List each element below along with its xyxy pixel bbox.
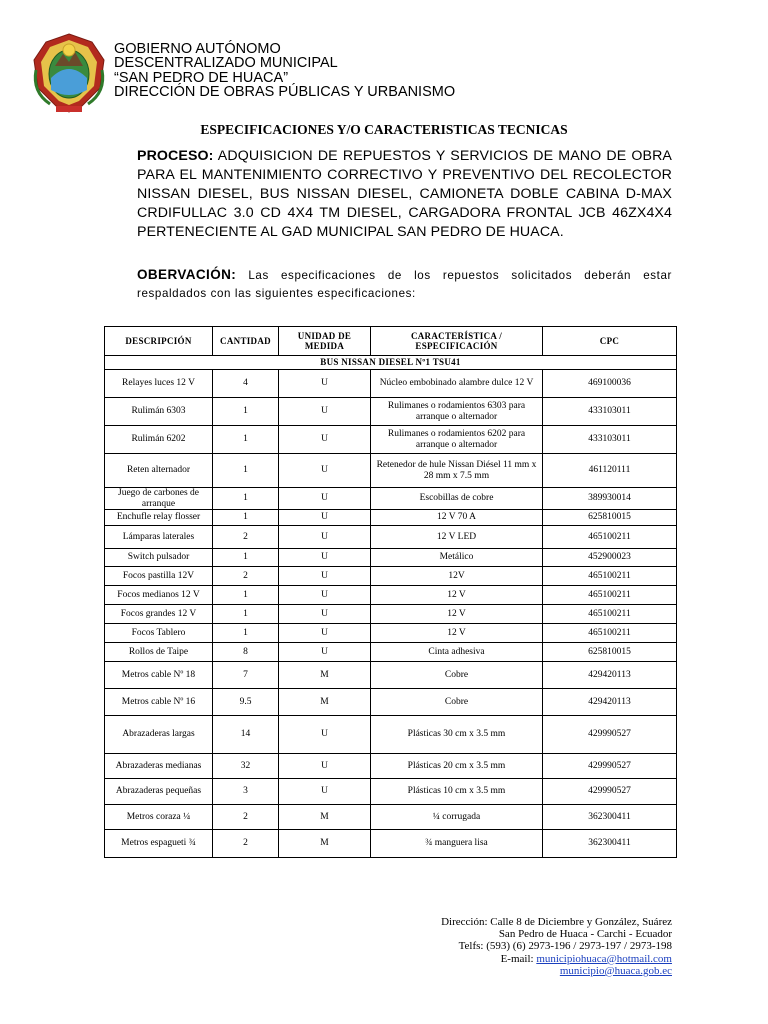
email-link-hotmail[interactable]: municipiohuaca@hotmail.com (536, 952, 672, 965)
cell-unidad: U (279, 779, 371, 805)
cell-cantidad: 1 (213, 605, 279, 624)
cell-caracteristica: 12 V (371, 624, 543, 643)
cell-descripcion: Reten alternador (105, 454, 213, 488)
proceso-paragraph (137, 147, 672, 242)
table-row (105, 370, 677, 398)
cell-cantidad: 4 (213, 370, 279, 398)
observacion-text: Las especificaciones de los repuestos solicitados deberán estar respaldados con las siguientes especificaciones: (137, 269, 672, 300)
cell-descripcion: Switch pulsador (105, 549, 213, 567)
cell-cantidad: 9.5 (213, 689, 279, 716)
cell-unidad: U (279, 454, 371, 488)
table-row (105, 716, 677, 754)
cell-descripcion: Metros espagueti ¾ (105, 830, 213, 858)
cell-cpc: 465100211 (543, 605, 677, 624)
cell-caracteristica: Plásticas 30 cm x 3.5 mm (371, 716, 543, 754)
cell-caracteristica: Plásticas 20 cm x 3.5 mm (371, 754, 543, 779)
cell-cpc: 433103011 (543, 398, 677, 426)
footer-contact (441, 916, 672, 977)
cell-cantidad: 32 (213, 754, 279, 779)
cell-caracteristica: 12 V 70 A (371, 510, 543, 526)
cell-cantidad: 1 (213, 586, 279, 605)
table-row (105, 510, 677, 526)
cell-caracteristica: Núcleo embobinado alambre dulce 12 V (371, 370, 543, 398)
table-row (105, 488, 677, 510)
cell-unidad: U (279, 510, 371, 526)
cell-unidad: U (279, 586, 371, 605)
cell-caracteristica: Escobillas de cobre (371, 488, 543, 510)
cell-cpc: 465100211 (543, 526, 677, 549)
footer-email-label: E-mail: (500, 952, 537, 965)
cell-caracteristica: Plásticas 10 cm x 3.5 mm (371, 779, 543, 805)
cell-cpc: 625810015 (543, 510, 677, 526)
municipal-crest-icon (30, 30, 108, 114)
cell-caracteristica: Cinta adhesiva (371, 643, 543, 662)
header-unidad: UNIDAD DE MEDIDA (279, 327, 371, 356)
cell-cantidad: 8 (213, 643, 279, 662)
section-row (105, 356, 677, 370)
cell-caracteristica: 12V (371, 567, 543, 586)
cell-descripcion: Metros cable Nº 16 (105, 689, 213, 716)
table-row (105, 398, 677, 426)
cell-unidad: U (279, 716, 371, 754)
cell-cantidad: 2 (213, 830, 279, 858)
header-line-3: “SAN PEDRO DE HUACA” (114, 69, 289, 86)
table-row (105, 662, 677, 689)
table-row (105, 605, 677, 624)
cell-descripcion: Abrazaderas pequeñas (105, 779, 213, 805)
cell-cantidad: 2 (213, 526, 279, 549)
table-row (105, 643, 677, 662)
table-row (105, 624, 677, 643)
cell-cantidad: 14 (213, 716, 279, 754)
cell-cpc: 465100211 (543, 567, 677, 586)
cell-cpc: 389930014 (543, 488, 677, 510)
cell-unidad: U (279, 624, 371, 643)
cell-unidad: M (279, 805, 371, 830)
document-title: ESPECIFICACIONES Y/O CARACTERISTICAS TECNICAS (200, 122, 568, 137)
footer-phones: Telfs: (593) (6) 2973-196 / 2973-197 / 2973-198 (458, 940, 672, 953)
section-title: BUS NISSAN DIESEL Nº1 TSU41 (105, 356, 677, 370)
cell-cpc: 465100211 (543, 624, 677, 643)
cell-unidad: U (279, 488, 371, 510)
cell-unidad: U (279, 526, 371, 549)
cell-cpc: 465100211 (543, 586, 677, 605)
header-line-4: DIRECCIÓN DE OBRAS PÚBLICAS Y URBANISMO (114, 84, 456, 101)
cell-cpc: 362300411 (543, 805, 677, 830)
observacion-paragraph (137, 266, 672, 303)
cell-cantidad: 7 (213, 662, 279, 689)
email-link-gob[interactable]: municipio@huaca.gob.ec (559, 964, 672, 977)
header-descripcion: DESCRIPCIÓN (105, 327, 213, 356)
cell-cantidad: 1 (213, 454, 279, 488)
institution-name (114, 42, 455, 100)
cell-cantidad: 1 (213, 510, 279, 526)
cell-unidad: U (279, 426, 371, 454)
cell-cantidad: 1 (213, 549, 279, 567)
header-line-1: GOBIERNO AUTÓNOMO (114, 41, 281, 57)
table-row (105, 586, 677, 605)
cell-unidad: M (279, 830, 371, 858)
cell-cpc: 433103011 (543, 426, 677, 454)
table-header-row (105, 327, 677, 356)
cell-caracteristica: Metálico (371, 549, 543, 567)
cell-cpc: 461120111 (543, 454, 677, 488)
cell-cpc: 429990527 (543, 779, 677, 805)
cell-unidad: U (279, 605, 371, 624)
header-cantidad: CANTIDAD (213, 327, 279, 356)
cell-cpc: 452900023 (543, 549, 677, 567)
cell-descripcion: Rulimán 6303 (105, 398, 213, 426)
footer-address: Dirección: Calle 8 de Diciembre y González, Suárez (441, 916, 672, 928)
cell-descripcion: Abrazaderas largas (105, 716, 213, 754)
header-line-2: DESCENTRALIZADO MUNICIPAL (114, 55, 338, 72)
cell-cantidad: 3 (213, 779, 279, 805)
cell-descripcion: Rollos de Taipe (105, 643, 213, 662)
proceso-text: ADQUISICION DE REPUESTOS Y SERVICIOS DE MANO DE OBRA PARA EL MANTENIMIENTO CORRECTIVO Y PREVENTIVO DEL RECOLECTOR NISSAN DIESEL, BUS NISSAN DIESEL, CAMIONETA DOBLE CABINA D-MAX CRDIFULLAC 3.0 CD 4X4 TM DIESEL, CARGADORA FRONTAL JCB 46ZX4X4 PERTENECIENTE AL GAD MUNICIPAL SAN PEDRO DE HUACA. (137, 148, 672, 240)
cell-caracteristica: Cobre (371, 689, 543, 716)
header-caracteristica: CARACTERÍSTICA / ESPECIFICACIÓN (371, 327, 543, 356)
cell-descripcion: Juego de carbones de arranque (105, 488, 213, 510)
cell-unidad: U (279, 398, 371, 426)
footer-city: San Pedro de Huaca - Carchi - Ecuador (498, 928, 672, 941)
letterhead (30, 30, 730, 110)
cell-descripcion: Enchufle relay flosser (105, 510, 213, 526)
cell-cpc: 625810015 (543, 643, 677, 662)
cell-descripcion: Metros cable Nº 18 (105, 662, 213, 689)
cell-caracteristica: Retenedor de hule Nissan Diésel 11 mm x 28 mm x 7.5 mm (371, 454, 543, 488)
observacion-label: OBERVACIÓN: (137, 267, 237, 282)
table-row (105, 779, 677, 805)
cell-caracteristica: Cobre (371, 662, 543, 689)
cell-descripcion: Abrazaderas medianas (105, 754, 213, 779)
table-row (105, 754, 677, 779)
table-row (105, 426, 677, 454)
specifications-table (104, 326, 677, 858)
table-row (105, 549, 677, 567)
cell-caracteristica: 12 V LED (371, 526, 543, 549)
cell-unidad: U (279, 643, 371, 662)
cell-cpc: 469100036 (543, 370, 677, 398)
cell-descripcion: Focos medianos 12 V (105, 586, 213, 605)
cell-cpc: 429990527 (543, 716, 677, 754)
table-row (105, 454, 677, 488)
footer-email-line (441, 953, 672, 965)
cell-cpc: 362300411 (543, 830, 677, 858)
cell-descripcion: Focos grandes 12 V (105, 605, 213, 624)
table-row (105, 526, 677, 549)
cell-unidad: U (279, 549, 371, 567)
cell-cantidad: 2 (213, 567, 279, 586)
cell-descripcion: Metros coraza ¼ (105, 805, 213, 830)
cell-caracteristica: ¾ manguera lisa (371, 830, 543, 858)
proceso-label: PROCESO: (137, 148, 214, 164)
cell-unidad: M (279, 662, 371, 689)
cell-cantidad: 1 (213, 624, 279, 643)
cell-unidad: U (279, 370, 371, 398)
table-row (105, 805, 677, 830)
cell-cantidad: 2 (213, 805, 279, 830)
cell-descripcion: Focos Tablero (105, 624, 213, 643)
cell-unidad: M (279, 689, 371, 716)
header-cpc: CPC (543, 327, 677, 356)
cell-caracteristica: ¼ corrugada (371, 805, 543, 830)
cell-caracteristica: Rulimanes o rodamientos 6303 para arranque o alternador (371, 398, 543, 426)
cell-descripcion: Relayes luces 12 V (105, 370, 213, 398)
cell-cpc: 429420113 (543, 662, 677, 689)
cell-descripcion: Lámparas laterales (105, 526, 213, 549)
cell-cantidad: 1 (213, 488, 279, 510)
table-row (105, 567, 677, 586)
footer-email-line-2 (441, 965, 672, 977)
cell-descripcion: Rulimán 6202 (105, 426, 213, 454)
table-row (105, 689, 677, 716)
cell-cantidad: 1 (213, 426, 279, 454)
cell-cantidad: 1 (213, 398, 279, 426)
cell-cpc: 429420113 (543, 689, 677, 716)
table-row (105, 830, 677, 858)
cell-caracteristica: 12 V (371, 605, 543, 624)
cell-descripcion: Focos pastilla 12V (105, 567, 213, 586)
cell-cpc: 429990527 (543, 754, 677, 779)
cell-unidad: U (279, 754, 371, 779)
cell-caracteristica: Rulimanes o rodamientos 6202 para arranque o alternador (371, 426, 543, 454)
cell-unidad: U (279, 567, 371, 586)
cell-caracteristica: 12 V (371, 586, 543, 605)
